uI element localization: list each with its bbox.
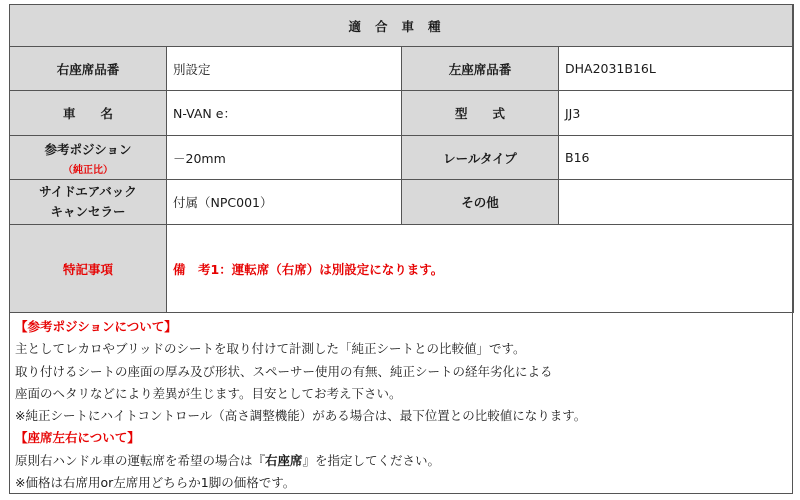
- position-label: 参考ポジション: [44, 141, 132, 157]
- position-note-line-4: ※純正シートにハイトコントロール（高さ調整機能）がある場合は、最下位置との比較値になります。: [15, 408, 587, 424]
- special-value: 備 考1：運転席（右席）は別設定になります。: [167, 225, 794, 313]
- position-note-line-3: 座面のヘタリなどにより差異が生じます。目安としてお考え下さい。: [15, 385, 402, 401]
- seat-notes-heading: 【座席左右について】: [15, 430, 140, 446]
- position-note-line-2: 取り付けるシートの座面の厚み及び形状、スペーサー使用の有無、純正シートの経年劣化による: [15, 363, 553, 379]
- seat-note-line-2: ※価格は右席用or左席用どちらか1脚の価格です。: [15, 475, 296, 491]
- seat-note-line-1-post: 』を指定してください。: [302, 452, 441, 468]
- seat-note-line-1-emph: 右座席: [265, 452, 303, 468]
- vehicle-label: 車 名: [10, 91, 167, 136]
- rail-label: レールタイプ: [402, 136, 559, 180]
- special-label: 特記事項: [10, 225, 167, 313]
- left-seat-value: DHA2031B16L: [559, 47, 794, 91]
- left-seat-label: 左座席品番: [402, 47, 559, 91]
- seat-note-line-1: [15, 450, 787, 472]
- position-notes-heading: 【参考ポジションについて】: [15, 319, 177, 334]
- table-title: 適合車種: [10, 5, 794, 47]
- position-sub-label: （純正比）: [63, 164, 113, 176]
- position-note-line-1: 主としてレカロやブリッドのシートを取り付けて計測した「純正シートとの比較値」です。: [15, 341, 526, 357]
- seat-note-line-1-pre: 原則右ハンドル車の運転席を希望の場合は『: [15, 452, 266, 468]
- airbag-value: 付属（NPC001）: [167, 180, 402, 225]
- rail-value: B16: [559, 136, 794, 180]
- position-value: －20mm: [167, 136, 402, 180]
- airbag-label-line1: サイドエアバック: [39, 184, 137, 199]
- model-label: 型 式: [402, 91, 559, 136]
- other-label: その他: [402, 180, 559, 225]
- right-seat-label: 右座席品番: [10, 47, 167, 91]
- vehicle-value: N-VAN e：: [167, 91, 402, 136]
- airbag-label-line2: キャンセラー: [50, 204, 126, 219]
- right-seat-value: 別設定: [167, 47, 402, 91]
- model-value: JJ3: [559, 91, 794, 136]
- notes-section: [9, 316, 793, 494]
